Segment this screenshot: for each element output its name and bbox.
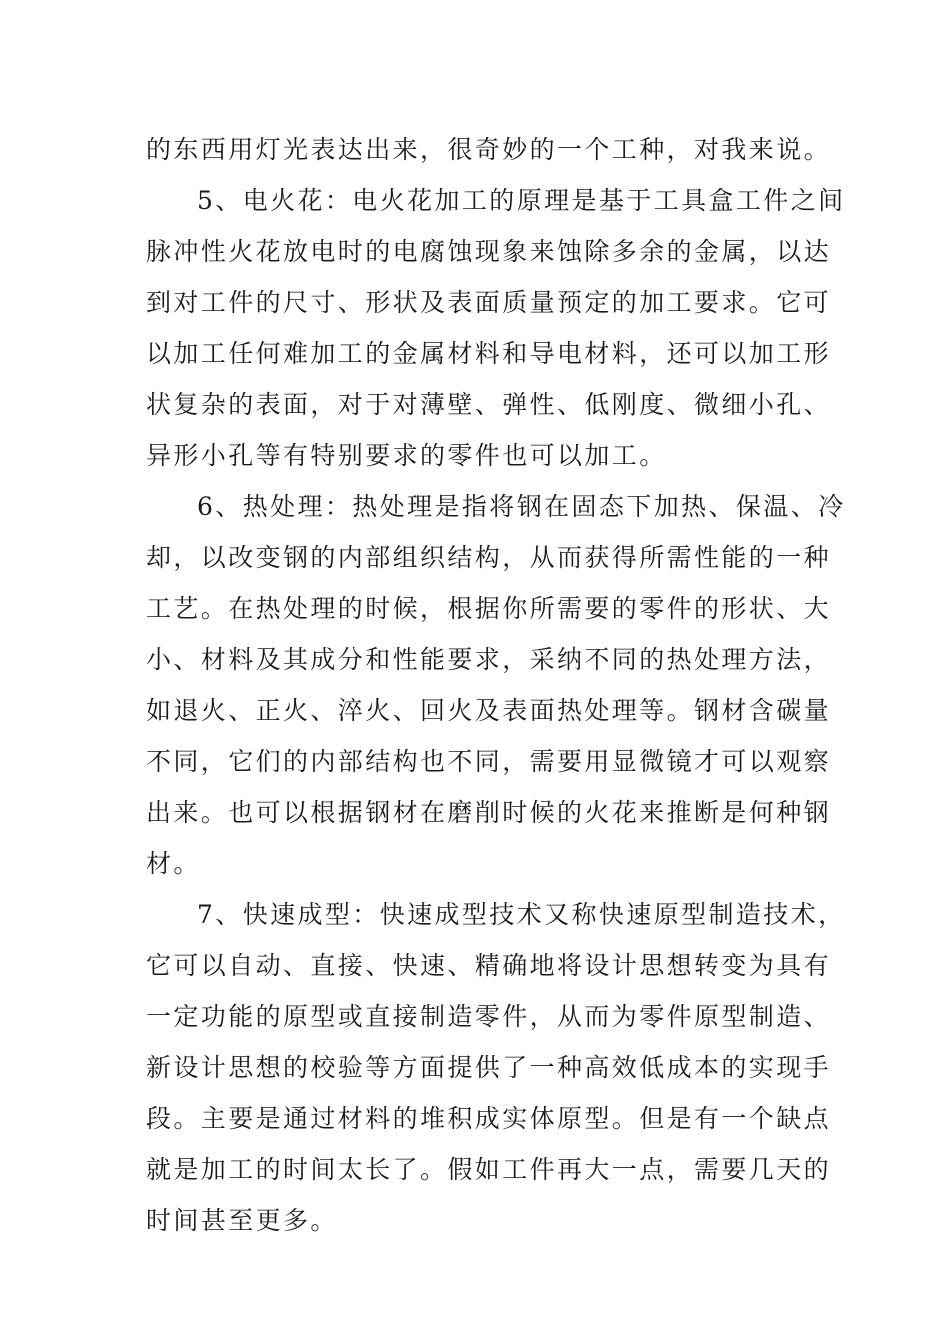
paragraph-heading-line: 7、快速成型：快速成型技术又称快速原型制造技术， bbox=[197, 900, 846, 929]
text-line: 段。主要是通过材料的堆积成实体原型。但是有一个缺点 bbox=[146, 1104, 832, 1133]
text-line: 工艺。在热处理的时候，根据你所需要的零件的形状、大 bbox=[146, 594, 832, 623]
text-line: 以加工任何难加工的金属材料和导电材料，还可以加工形 bbox=[146, 339, 832, 368]
document-body bbox=[146, 124, 846, 1246]
paragraph-heading-line: 5、电火花：电火花加工的原理是基于工具盒工件之间 bbox=[197, 186, 846, 215]
text-line: 不同，它们的内部结构也不同，需要用显微镜才可以观察 bbox=[146, 747, 832, 776]
text-line: 材。 bbox=[146, 849, 201, 878]
text-line: 新设计思想的校验等方面提供了一种高效低成本的实现手 bbox=[146, 1053, 832, 1082]
text-line: 脉冲性火花放电时的电腐蚀现象来蚀除多余的金属，以达 bbox=[146, 237, 832, 266]
text-line: 却，以改变钢的内部组织结构，从而获得所需性能的一种 bbox=[146, 543, 832, 572]
text-line: 时间甚至更多。 bbox=[146, 1206, 338, 1235]
text-line: 如退火、正火、淬火、回火及表面热处理等。钢材含碳量 bbox=[146, 696, 832, 725]
text-line: 它可以自动、直接、快速、精确地将设计思想转变为具有 bbox=[146, 951, 832, 980]
text-line: 状复杂的表面，对于对薄壁、弹性、低刚度、微细小孔、 bbox=[146, 390, 832, 419]
text-line: 就是加工的时间太长了。假如工件再大一点，需要几天的 bbox=[146, 1155, 832, 1184]
text-line: 出来。也可以根据钢材在磨削时候的火花来推断是何种钢 bbox=[146, 798, 832, 827]
text-line: 到对工件的尺寸、形状及表面质量预定的加工要求。它可 bbox=[146, 288, 832, 317]
text-line: 异形小孔等有特别要求的零件也可以加工。 bbox=[146, 441, 667, 470]
paragraph-heading-line: 6、热处理：热处理是指将钢在固态下加热、保温、冷 bbox=[197, 492, 846, 521]
text-line: 的东西用灯光表达出来，很奇妙的一个工种，对我来说。 bbox=[146, 135, 832, 164]
text-line: 小、材料及其成分和性能要求，采纳不同的热处理方法， bbox=[146, 645, 832, 674]
text-line: 一定功能的原型或直接制造零件，从而为零件原型制造、 bbox=[146, 1002, 832, 1031]
